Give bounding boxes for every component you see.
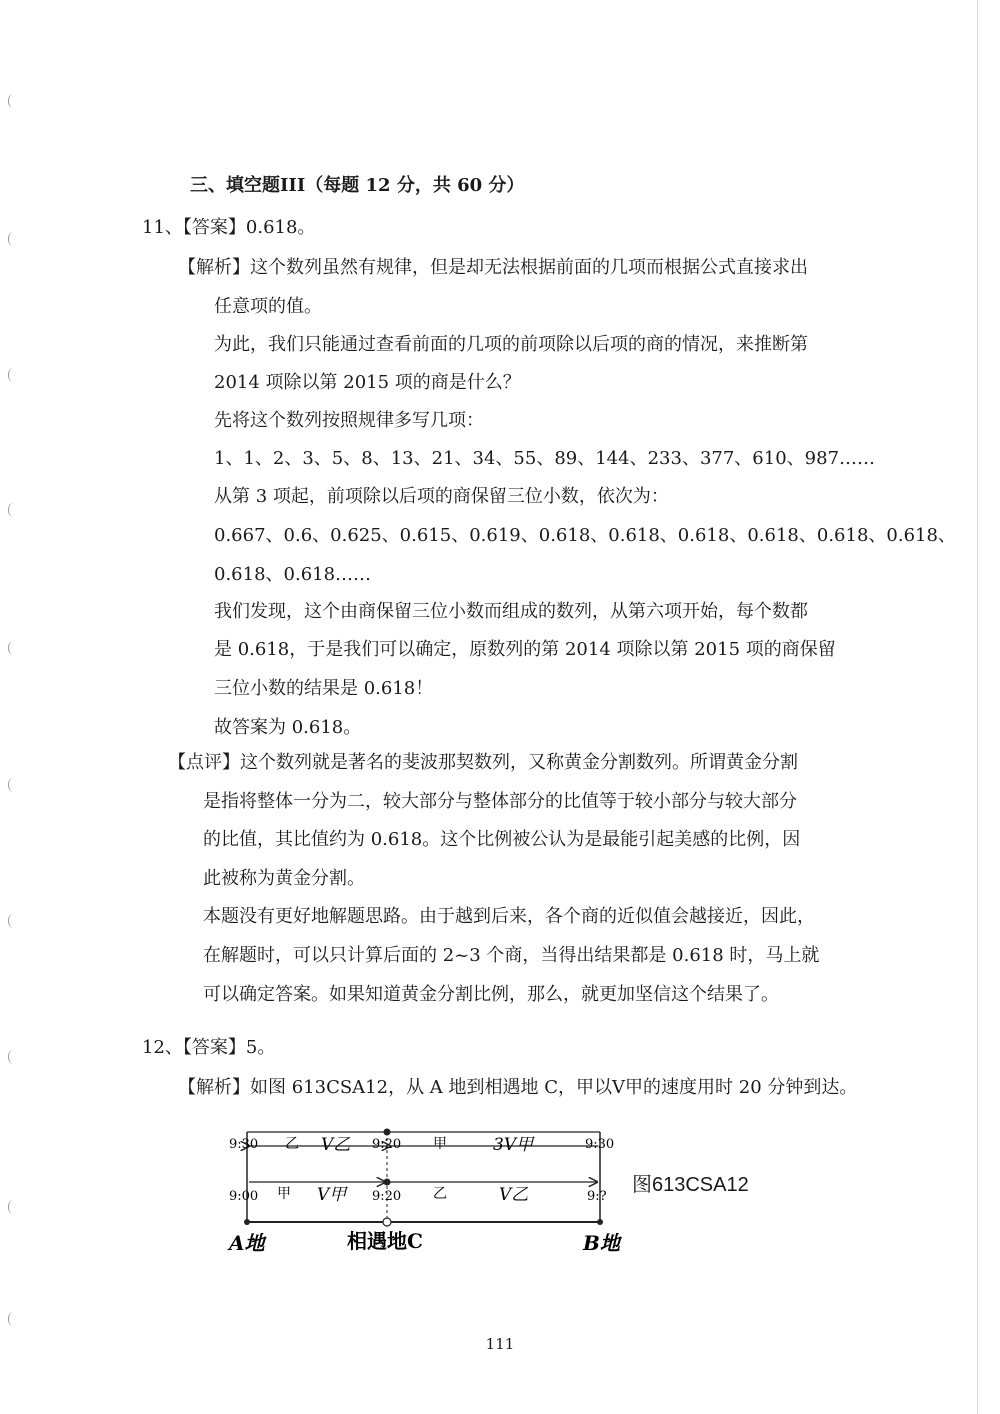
figure-caption: 图613CSA12 <box>632 1174 749 1196</box>
bottom-left-person: 甲 <box>277 1186 291 1202</box>
q11-comment-line: 【点评】这个数列就是著名的斐波那契数列，又称黄金分割数列。所谓黄金分割 <box>168 752 798 773</box>
meeting-point-top <box>384 1129 391 1136</box>
top-right-speed: 3V甲 <box>493 1135 534 1155</box>
q11-analysis-line: 我们发现，这个由商保留三位小数而组成的数列，从第六项开始，每个数都 <box>214 601 808 622</box>
binder-hole <box>8 1050 18 1064</box>
q11-comment-line: 此被称为黄金分割。 <box>203 868 365 889</box>
q11-analysis-line: 是 0.618，于是我们可以确定，原数列的第 2014 项除以第 2015 项的商保留 <box>214 639 836 660</box>
q11-answer: 11、【答案】0.618。 <box>142 217 316 238</box>
q11-analysis-line: 【解析】这个数列虽然有规律，但是却无法根据前面的几项而根据公式直接求出 <box>178 257 808 278</box>
q11-analysis-line: 任意项的值。 <box>214 296 322 317</box>
binder-hole <box>8 232 18 246</box>
q11-analysis-line: 为此，我们只能通过查看前面的几项的前项除以后项的商的情况，来推断第 <box>214 334 808 355</box>
q11-analysis-line: 三位小数的结果是 0.618！ <box>214 678 434 699</box>
q11-comment-line: 可以确定答案。如果知道黄金分割比例，那么，就更加坚信这个结果了。 <box>203 984 779 1005</box>
q11-analysis-line: 故答案为 0.618。 <box>214 717 362 738</box>
q11-comment-line: 在解题时，可以只计算后面的 2~3 个商，当得出结果都是 0.618 时，马上就 <box>203 945 820 966</box>
label-c: 相遇地C <box>347 1229 423 1253</box>
q11-analysis-line: 先将这个数列按照规律多写几项： <box>214 410 484 431</box>
q11-analysis-line: 2014 项除以第 2015 项的商是什么？ <box>214 372 521 393</box>
section-title: 三、填空题III（每题 12 分，共 60 分） <box>190 175 525 196</box>
binder-hole <box>8 914 18 928</box>
q11-comment-line: 本题没有更好地解题思路。由于越到后来，各个商的近似值会越接近，因此， <box>203 906 815 927</box>
bottom-left-speed: V甲 <box>317 1185 347 1205</box>
q12-answer: 12、【答案】5。 <box>142 1037 276 1058</box>
binder-hole <box>8 1312 18 1326</box>
bottom-right-time: 9:? <box>587 1189 607 1204</box>
top-left-speed: V乙 <box>321 1135 351 1155</box>
top-right-person: 甲 <box>433 1136 447 1152</box>
label-b: B地 <box>583 1231 620 1255</box>
q11-analysis-line: 从第 3 项起，前项除以后项的商保留三位小数，依次为： <box>214 486 669 507</box>
quotient-sequence: 0.618、0.618…… <box>214 564 372 585</box>
binder-hole <box>8 778 18 792</box>
bottom-mid-time: 9:20 <box>372 1189 402 1204</box>
point-a <box>244 1219 250 1225</box>
top-right-time: 9:30 <box>585 1137 615 1152</box>
binder-hole <box>8 503 18 517</box>
binder-hole <box>8 94 18 108</box>
bottom-left-time: 9:00 <box>229 1189 259 1204</box>
meeting-point-c <box>383 1218 391 1226</box>
meeting-point-mid <box>384 1179 391 1186</box>
binder-hole <box>8 1200 18 1214</box>
binder-hole <box>8 641 18 655</box>
label-a: A地 <box>229 1231 265 1255</box>
top-left-person: 乙 <box>285 1136 299 1152</box>
q11-comment-line: 是指将整体一分为二，较大部分与整体部分的比值等于较小部分与较大部分 <box>203 791 797 812</box>
q12-analysis-line: 【解析】如图 613CSA12，从 A 地到相遇地 C，甲以V甲的速度用时 20 分钟到达。 <box>178 1077 858 1098</box>
point-b <box>597 1219 603 1225</box>
q11-comment-line: 的比值，其比值约为 0.618。这个比例被公认为是最能引起美感的比例，因 <box>203 829 801 850</box>
bottom-right-person: 乙 <box>433 1186 447 1202</box>
fibonacci-sequence: 1、1、2、3、5、8、13、21、34、55、89、144、233、377、610、987…… <box>214 448 876 469</box>
top-mid-time: 9:20 <box>372 1137 402 1152</box>
page-edge-line <box>977 0 978 1414</box>
quotient-sequence: 0.667、0.6、0.625、0.615、0.619、0.618、0.618、0.618、0.618、0.618、0.618、 <box>214 525 956 546</box>
meeting-diagram <box>225 1122 625 1258</box>
binder-hole <box>8 368 18 382</box>
top-left-time: 9:30 <box>229 1137 259 1152</box>
page-number: 111 <box>485 1335 515 1353</box>
bottom-right-speed: V乙 <box>499 1185 529 1205</box>
